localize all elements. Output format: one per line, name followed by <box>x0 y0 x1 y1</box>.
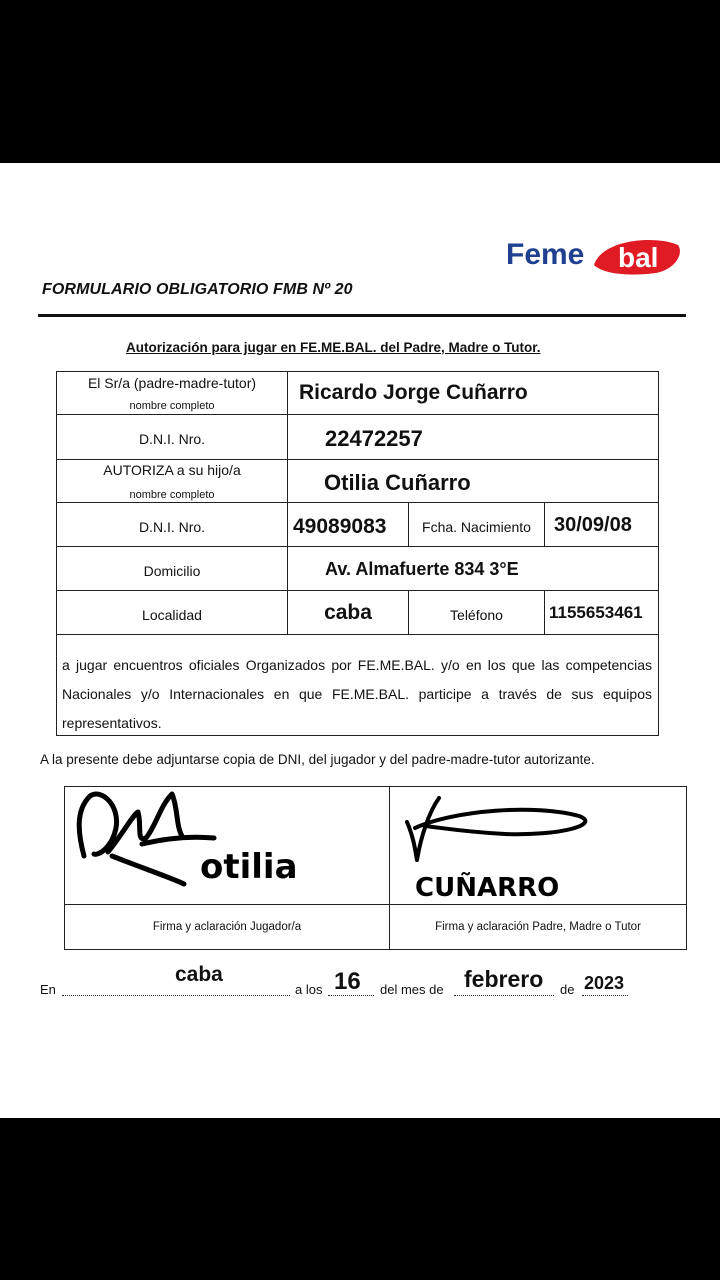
footer-day-value: 16 <box>334 968 361 995</box>
footer-de-label: de <box>560 982 575 997</box>
footer-month-value: febrero <box>464 966 544 992</box>
form-sheet <box>0 163 720 1118</box>
svg-text:CUÑARRO: CUÑARRO <box>415 873 560 903</box>
form-subtitle: Autorización para jugar en FE.ME.BAL. del Padre, Madre o Tutor. <box>126 340 541 355</box>
tutor-label: El Sr/a (padre-madre-tutor) <box>87 375 257 391</box>
child-sublabel: nombre completo <box>129 489 215 501</box>
footer-place-value: caba <box>175 963 223 986</box>
footer-year-value: 2023 <box>584 973 625 993</box>
svg-text:Feme: Feme <box>506 238 585 271</box>
place-dotted-line <box>62 995 290 996</box>
city-value: caba <box>324 601 372 624</box>
femebal-logo <box>506 235 681 277</box>
birth-label: Fcha. Nacimiento <box>422 519 531 535</box>
tutor-name-value: Ricardo Jorge Cuñarro <box>299 381 528 404</box>
footer-en-label: En <box>40 982 56 997</box>
svg-text:bal: bal <box>618 242 659 273</box>
tutor-signature <box>395 786 683 904</box>
year-dotted-line <box>582 995 628 996</box>
child-dni-label: D.N.I. Nro. <box>138 519 206 535</box>
child-name-value: Otilia Cuñarro <box>324 470 471 495</box>
month-dotted-line <box>454 995 554 996</box>
tutor-dni-value: 22472257 <box>325 426 423 451</box>
player-signature <box>72 786 372 904</box>
phone-label: Teléfono <box>450 607 503 623</box>
address-value: Av. Almafuerte 834 3°E <box>325 559 519 579</box>
title-divider <box>38 314 686 317</box>
tutor-sublabel: nombre completo <box>129 400 215 412</box>
birth-date-value: 30/09/08 <box>554 514 632 536</box>
child-label: AUTORIZA a su hijo/a <box>103 462 241 478</box>
player-signature-caption: Firma y aclaración Jugador/a <box>152 921 302 933</box>
address-label: Domicilio <box>143 563 201 579</box>
tutor-signature-caption: Firma y aclaración Padre, Madre o Tutor <box>435 921 641 933</box>
dni-note: A la presente debe adjuntarse copia de DNI, del jugador y del padre-madre-tutor autorizante. <box>40 752 595 767</box>
phone-value: 1155653461 <box>549 603 643 622</box>
child-dni-value: 49089083 <box>293 515 387 538</box>
authorization-text: a jugar encuentros oficiales Organizados por FE.ME.BAL. y/o en los que las competencias Nacionales y/o Internacionales en que FE.ME.BAL. participe a través de sus equipos representativos. <box>62 657 652 731</box>
form-title: FORMULARIO OBLIGATORIO FMB Nº 20 <box>42 281 353 298</box>
svg-text:otilia: otilia <box>200 847 298 887</box>
footer-mes-label: del mes de <box>380 982 444 997</box>
city-label: Localidad <box>142 607 202 623</box>
footer-a-los-label: a los <box>295 982 323 997</box>
tutor-dni-label: D.N.I. Nro. <box>138 431 206 447</box>
